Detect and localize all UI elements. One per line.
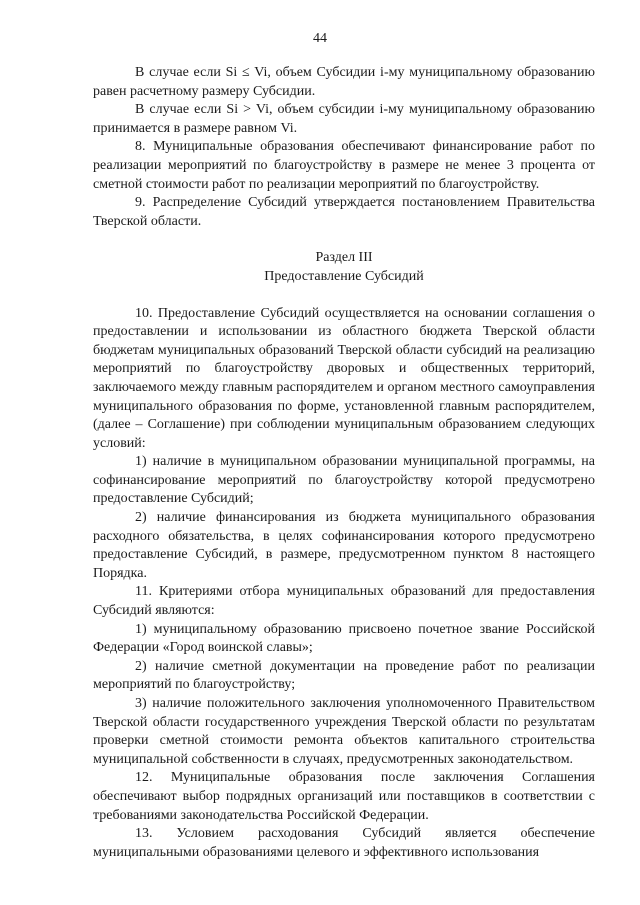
document-body [93,64,595,862]
paragraph-item-12: 12. Муниципальные образования после заключения Соглашения обеспечивают выбор подрядных организаций или поставщиков в соответствии с требованиями законодательства Российской Федерации. [93,770,595,823]
paragraph-item-11-1: 1) муниципальному образованию присвоено почетное звание Российской Федерации «Город воинской славы»; [93,621,595,656]
paragraph-item-11: 11. Критериями отбора муниципальных образований для предоставления Субсидий являются: [93,584,595,619]
paragraph-item-8: 8. Муниципальные образования обеспечивают финансирование работ по реализации мероприятий по благоустройству в размере не менее 3 процента от сметной стоимости работ по реализации мероприятий по благоустройству. [93,139,595,192]
paragraph-item-10-2: 2) наличие финансирования из бюджета муниципального образования расходного обязательства, в целях софинансирования которого предусмотрено предоставление Субсидий, в размере, предусмотренном пунктом 8 настоящего Порядка. [93,510,595,581]
paragraph-condition-less-equal: В случае если Si ≤ Vi, объем Субсидии i-му муниципальному образованию равен расчетному размеру Субсидии. [93,65,595,99]
page-number: 44 [313,31,327,46]
paragraph-item-9: 9. Распределение Субсидий утверждается постановлением Правительства Тверской области. [93,195,595,229]
section-title: Предоставление Субсидий [264,268,424,284]
paragraph-item-10: 10. Предоставление Субсидий осуществляется на основании соглашения о предоставлении и использовании из областного бюджета Тверской области бюджетам муниципальных образований Тверской области субсидий на реализацию мероприятий по благоустройству дворовых и общественных территорий, заключаемого между главным распорядителем и органом местного самоуправления муниципального образования по форме, установленной главным распорядителем, (далее – Соглашение) при соблюдении муниципальным образованием следующих условий: [93,305,595,451]
paragraph-item-13: 13. Условием расходования Субсидий является обеспечение муниципальными образованиями целевого и эффективного использования [93,826,595,860]
paragraph-condition-greater: В случае если Si > Vi, объем субсидии i-му муниципальному образованию принимается в размере равном Vi. [93,102,595,136]
paragraph-item-11-2: 2) наличие сметной документации на проведение работ по реализации мероприятий по благоустройству; [93,658,595,693]
paragraph-item-10-1: 1) наличие в муниципальном образовании муниципальной программы, на софинансирование мероприятий по благоустройству которой предусмотрено предоставление Субсидий; [93,454,595,507]
paragraph-item-11-3: 3) наличие положительного заключения уполномоченного Правительством Тверской области государственного учреждения Тверской области по результатам проверки сметной стоимости ремонта объектов капитального строительства муниципальной собственности в случаях, предусмотренных законодательством. [93,696,595,767]
section-number: Раздел III [315,250,373,266]
